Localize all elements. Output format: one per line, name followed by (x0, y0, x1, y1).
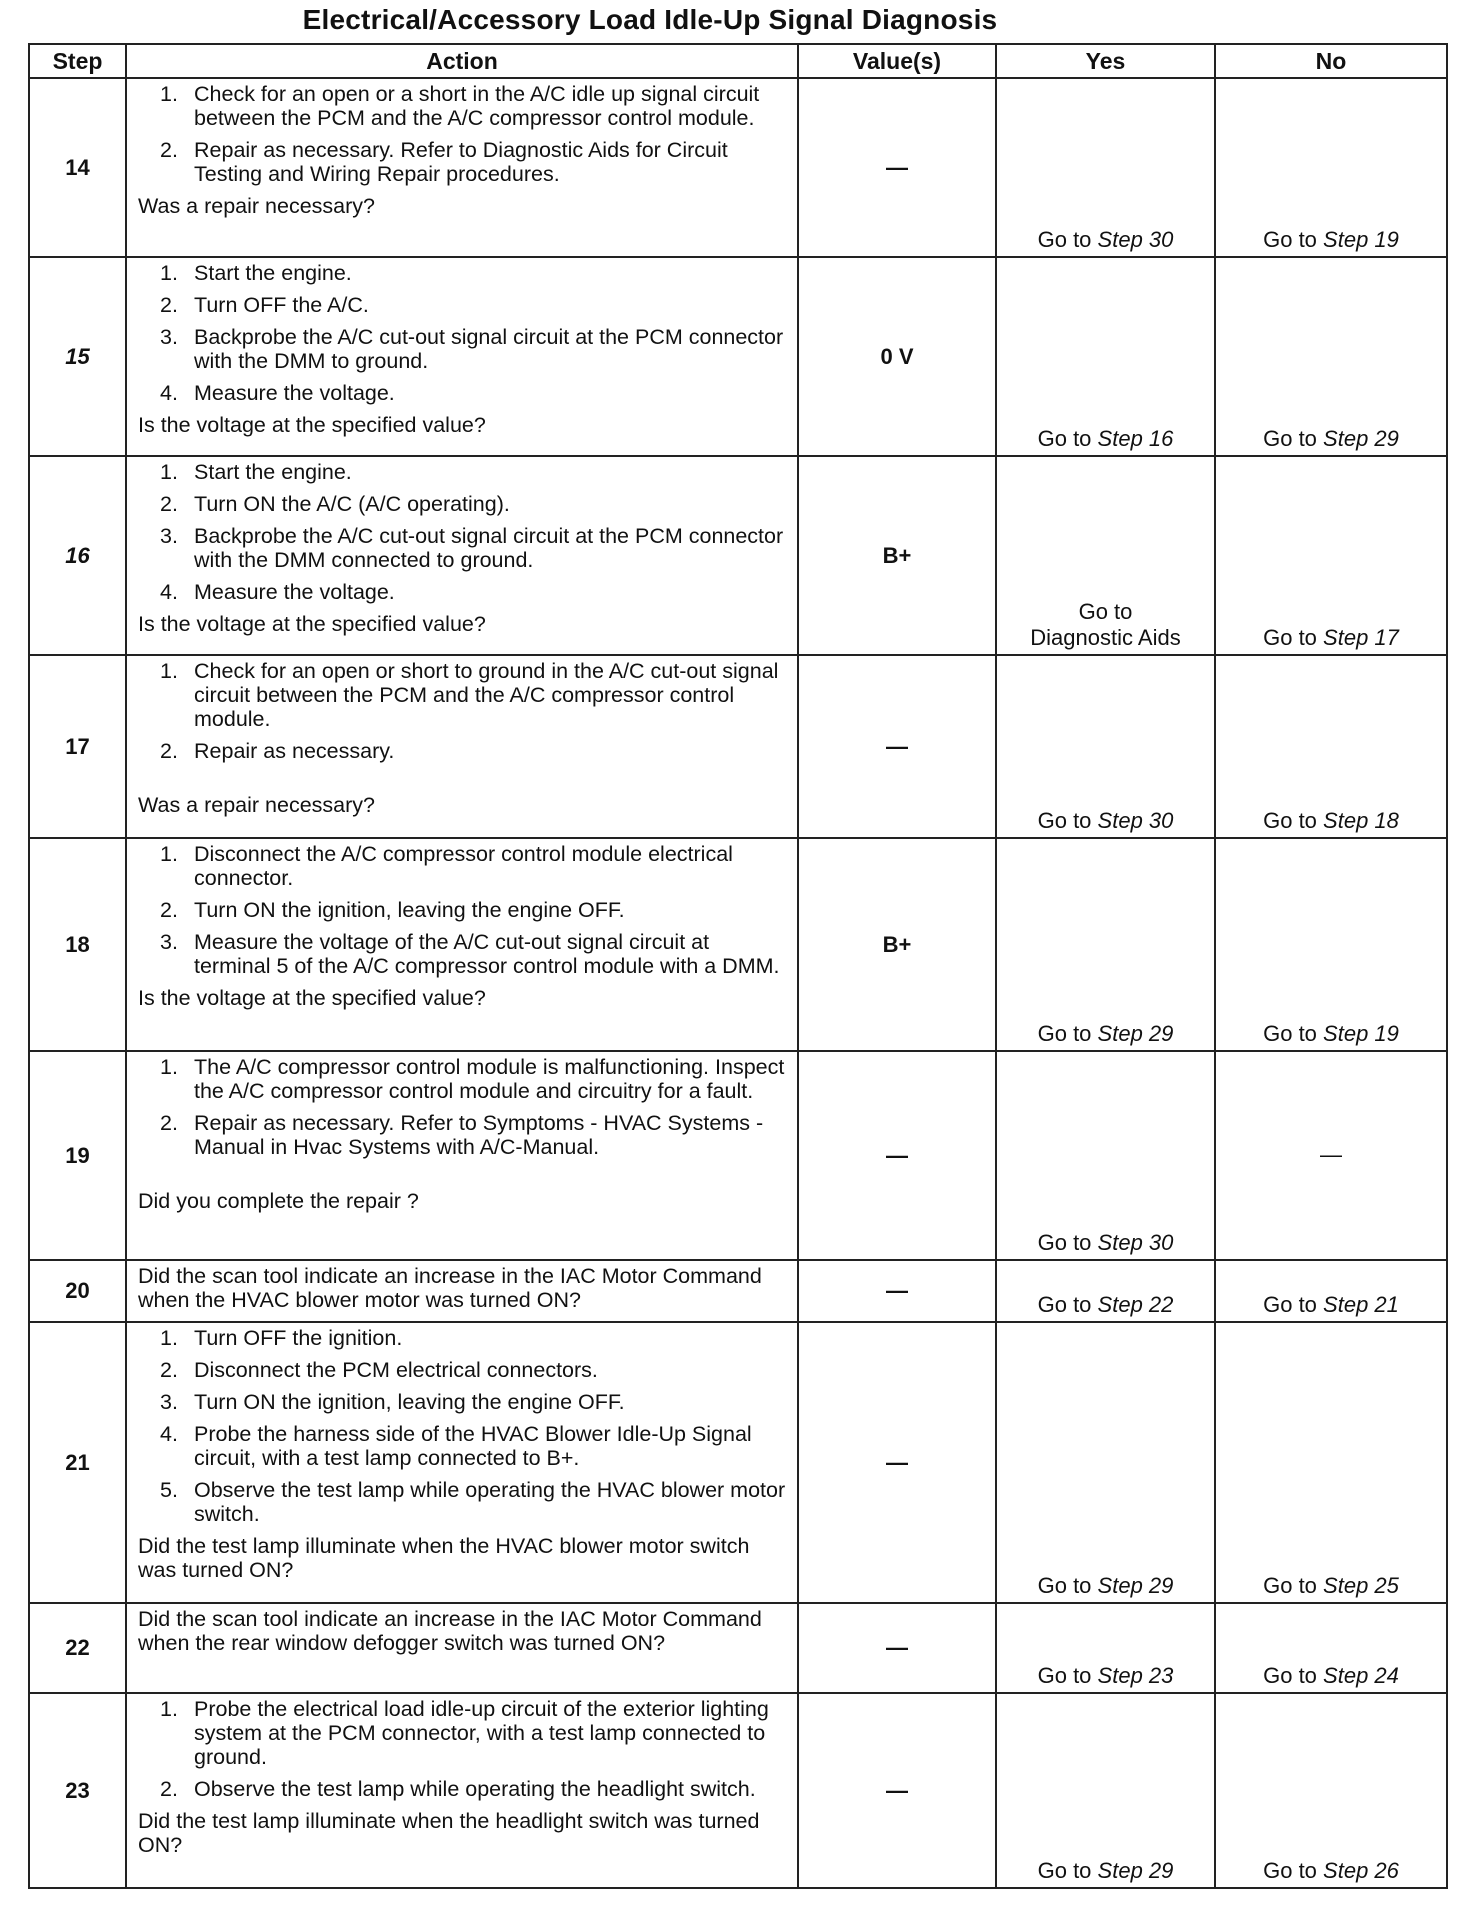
no-result-cell (1215, 456, 1447, 655)
action-steps-list (138, 82, 791, 186)
yes-goto-target: Step 29 (1097, 1021, 1174, 1046)
yes-result-cell (996, 655, 1215, 838)
no-goto-prefix: Go to (1263, 227, 1317, 252)
no-goto-target: Step 25 (1323, 1573, 1399, 1598)
value-cell: — (798, 655, 996, 838)
no-goto-target: Step 24 (1323, 1663, 1399, 1688)
yes-goto-prefix: Go to (1037, 1663, 1092, 1688)
action-step-item: 2. Repair as necessary. (160, 739, 395, 763)
step-number: 18 (29, 838, 126, 1051)
step-number: 17 (29, 655, 126, 838)
no-goto-target: Step 18 (1323, 808, 1399, 833)
header-values: Value(s) (798, 44, 996, 78)
step-number: 22 (29, 1603, 126, 1693)
action-question: Did the test lamp illuminate when the HVAC blower motor switch was turned ON? (138, 1534, 750, 1582)
action-step-text: Start the engine. (194, 261, 352, 285)
no-result-cell (1215, 1693, 1447, 1888)
action-step-text: Turn OFF the A/C. (194, 293, 369, 317)
action-step-text: The A/C compressor control module is malfunctioning. Inspect the A/C compressor control module and circuitry for a fault. (194, 1055, 785, 1103)
no-result-cell (1215, 838, 1447, 1051)
no-goto-prefix: Go to (1263, 625, 1317, 650)
action-cell (126, 257, 798, 456)
action-step-text: Repair as necessary. (194, 739, 395, 763)
action-steps-list (138, 460, 791, 604)
action-cell (126, 1322, 798, 1603)
yes-result-cell (996, 78, 1215, 257)
yes-goto-target: Step 30 (1097, 1230, 1174, 1255)
table-row (29, 456, 1447, 655)
yes-result-cell (996, 1322, 1215, 1603)
action-cell (126, 1051, 798, 1260)
table-header-row (29, 44, 1447, 78)
no-goto-target: Step 26 (1323, 1858, 1399, 1883)
table-row (29, 1051, 1447, 1260)
header-no: No (1215, 44, 1447, 78)
value-cell: B+ (798, 456, 996, 655)
step-number: 19 (29, 1051, 126, 1260)
action-step-item: 2. Repair as necessary. Refer to Diagnostic Aids for Circuit Testing and Wiring Repair procedures. (160, 138, 728, 186)
diagnosis-table (28, 43, 1448, 1889)
action-step-text: Repair as necessary. Refer to Diagnostic Aids for Circuit Testing and Wiring Repair procedures. (194, 138, 728, 186)
action-step-text: Observe the test lamp while operating the headlight switch. (194, 1777, 756, 1801)
action-steps-list (138, 842, 791, 978)
action-step-item: 2. Turn OFF the A/C. (160, 293, 369, 317)
no-goto-target: Step 19 (1323, 227, 1399, 252)
yes-goto-target: Step 22 (1097, 1292, 1174, 1317)
action-step-item: 2. Repair as necessary. Refer to Symptoms - HVAC Systems - Manual in Hvac Systems with A/C-Manual. (160, 1111, 764, 1159)
yes-goto-target: Step 29 (1097, 1858, 1174, 1883)
action-step-text: Turn ON the A/C (A/C operating). (194, 492, 510, 516)
yes-goto-prefix: Go to (1037, 1858, 1092, 1883)
yes-result-cell (996, 456, 1215, 655)
no-goto-prefix: Go to (1263, 1663, 1317, 1688)
no-result-cell (1215, 1260, 1447, 1322)
action-step-text: Measure the voltage. (194, 381, 395, 405)
table-row (29, 655, 1447, 838)
table-row (29, 838, 1447, 1051)
no-goto-prefix: Go to (1263, 1292, 1317, 1317)
no-goto-prefix: Go to (1263, 1858, 1317, 1883)
yes-result-cell (996, 257, 1215, 456)
value-cell: B+ (798, 838, 996, 1051)
no-goto-prefix: Go to (1263, 1573, 1317, 1598)
action-cell (126, 1693, 798, 1888)
action-cell (126, 1603, 798, 1693)
no-goto-target: Step 17 (1323, 625, 1399, 650)
action-cell (126, 1260, 798, 1322)
action-step-text: Measure the voltage of the A/C cut-out signal circuit at terminal 5 of the A/C compressor control module with a DMM. (194, 930, 780, 978)
action-step-item: 1. Check for an open or a short in the A/C idle up signal circuit between the PCM and the A/C compressor control module. (160, 82, 760, 130)
action-step-text: Probe the harness side of the HVAC Blower Idle-Up Signal circuit, with a test lamp connected to B+. (194, 1422, 752, 1470)
page-title: Electrical/Accessory Load Idle-Up Signal Diagnosis (302, 4, 998, 35)
yes-goto-prefix: Go to (1037, 1230, 1092, 1255)
yes-goto-prefix: Go to (1037, 808, 1092, 833)
value-cell: — (798, 1322, 996, 1603)
action-cell (126, 655, 798, 838)
action-step-text: Check for an open or short to ground in the A/C cut-out signal circuit between the PCM and the A/C compressor control module. (194, 659, 779, 731)
header-step: Step (29, 44, 126, 78)
action-step-item: 4. Measure the voltage. (160, 580, 395, 604)
action-question: Is the voltage at the specified value? (138, 612, 486, 636)
value-cell: — (798, 1693, 996, 1888)
action-step-item: 5. Observe the test lamp while operating the HVAC blower motor switch. (160, 1478, 786, 1526)
table-row (29, 1322, 1447, 1603)
step-number: 21 (29, 1322, 126, 1603)
action-step-item: 4. Probe the harness side of the HVAC Blower Idle-Up Signal circuit, with a test lamp connected to B+. (160, 1422, 752, 1470)
action-step-item: 1. Start the engine. (160, 261, 352, 285)
action-question: Did the test lamp illuminate when the headlight switch was turned ON? (138, 1809, 760, 1857)
yes-goto-prefix: Go to (1037, 1021, 1092, 1046)
step-number: 16 (29, 456, 126, 655)
action-step-item: 1. Turn OFF the ignition. (160, 1326, 403, 1350)
value-cell: 0 V (798, 257, 996, 456)
no-result-cell (1215, 257, 1447, 456)
action-step-item: 3. Backprobe the A/C cut-out signal circuit at the PCM connector with the DMM to ground. (160, 325, 784, 373)
action-steps-list (138, 1055, 791, 1159)
action-cell (126, 78, 798, 257)
action-question: Was a repair necessary? (138, 194, 375, 218)
step-number: 14 (29, 78, 126, 257)
action-step-text: Disconnect the A/C compressor control module electrical connector. (194, 842, 733, 890)
value-cell: — (798, 1603, 996, 1693)
no-result-cell (1215, 1051, 1447, 1260)
action-question: Did the scan tool indicate an increase in the IAC Motor Command when the HVAC blower motor was turned ON? (138, 1264, 762, 1312)
action-question: Is the voltage at the specified value? (138, 413, 486, 437)
value-cell: — (798, 1260, 996, 1322)
no-goto-target: Step 29 (1323, 426, 1399, 451)
no-goto-prefix: Go to (1263, 426, 1317, 451)
action-step-item: 2. Observe the test lamp while operating the headlight switch. (160, 1777, 756, 1801)
yes-result-cell (996, 1603, 1215, 1693)
no-goto-target: Step 19 (1323, 1021, 1399, 1046)
action-steps-list (138, 1326, 791, 1526)
yes-goto-target: Step 30 (1097, 227, 1174, 252)
action-step-text: Measure the voltage. (194, 580, 395, 604)
table-row (29, 1603, 1447, 1693)
action-step-text: Turn ON the ignition, leaving the engine OFF. (194, 1390, 625, 1414)
action-step-text: Backprobe the A/C cut-out signal circuit at the PCM connector with the DMM connected to ground. (194, 524, 784, 572)
table-row (29, 257, 1447, 456)
yes-goto-target: Diagnostic Aids (1030, 625, 1181, 650)
action-step-item: 3. Backprobe the A/C cut-out signal circuit at the PCM connector with the DMM connected to ground. (160, 524, 784, 572)
action-step-item: 1. Probe the electrical load idle-up circuit of the exterior lighting system at the PCM connector, with a test lamp connected to ground. (160, 1697, 769, 1769)
action-step-item: 1. Check for an open or short to ground in the A/C cut-out signal circuit between the PCM and the A/C compressor control module. (160, 659, 779, 731)
step-number: 23 (29, 1693, 126, 1888)
action-step-item: 3. Turn ON the ignition, leaving the engine OFF. (160, 1390, 625, 1414)
yes-goto-prefix: Go to (1037, 1573, 1092, 1598)
action-step-item: 2. Disconnect the PCM electrical connectors. (160, 1358, 598, 1382)
no-goto-prefix: Go to (1263, 808, 1317, 833)
action-step-text: Observe the test lamp while operating the HVAC blower motor switch. (194, 1478, 786, 1526)
step-number: 15 (29, 257, 126, 456)
action-step-item: 3. Measure the voltage of the A/C cut-out signal circuit at terminal 5 of the A/C compressor control module with a DMM. (160, 930, 780, 978)
yes-goto-prefix: Go to (1078, 599, 1133, 624)
yes-goto-target: Step 23 (1097, 1663, 1174, 1688)
table-row (29, 1693, 1447, 1888)
header-action: Action (126, 44, 798, 78)
action-step-text: Repair as necessary. Refer to Symptoms - HVAC Systems - Manual in Hvac Systems with A/C-Manual. (194, 1111, 764, 1159)
yes-goto-target: Step 29 (1097, 1573, 1174, 1598)
no-result-cell (1215, 655, 1447, 838)
yes-goto-target: Step 16 (1097, 426, 1174, 451)
action-steps-list (138, 261, 791, 405)
table-row (29, 78, 1447, 257)
yes-result-cell (996, 1051, 1215, 1260)
no-goto-target: Step 21 (1323, 1292, 1399, 1317)
action-cell (126, 456, 798, 655)
yes-goto-prefix: Go to (1037, 227, 1092, 252)
no-result-cell (1215, 78, 1447, 257)
action-step-item: 1. The A/C compressor control module is malfunctioning. Inspect the A/C compressor control module and circuitry for a fault. (160, 1055, 785, 1103)
action-steps-list (138, 1697, 791, 1801)
action-step-text: Disconnect the PCM electrical connectors. (194, 1358, 598, 1382)
header-yes: Yes (996, 44, 1215, 78)
action-step-text: Turn OFF the ignition. (194, 1326, 403, 1350)
table-row (29, 1260, 1447, 1322)
action-step-text: Check for an open or a short in the A/C idle up signal circuit between the PCM and the A/C compressor control module. (194, 82, 760, 130)
action-step-item: 1. Start the engine. (160, 460, 352, 484)
yes-result-cell (996, 1260, 1215, 1322)
yes-result-cell (996, 838, 1215, 1051)
action-question: Did you complete the repair ? (138, 1189, 419, 1213)
action-cell (126, 838, 798, 1051)
yes-goto-prefix: Go to (1037, 1292, 1092, 1317)
action-step-item: 4. Measure the voltage. (160, 381, 395, 405)
action-step-item: 2. Turn ON the ignition, leaving the engine OFF. (160, 898, 625, 922)
yes-result-cell (996, 1693, 1215, 1888)
action-step-text: Backprobe the A/C cut-out signal circuit at the PCM connector with the DMM to ground. (194, 325, 784, 373)
no-goto-prefix: Go to (1263, 1021, 1317, 1046)
yes-goto-target: Step 30 (1097, 808, 1174, 833)
action-step-text: Probe the electrical load idle-up circuit of the exterior lighting system at the PCM connector, with a test lamp connected to ground. (194, 1697, 769, 1769)
action-step-item: 2. Turn ON the A/C (A/C operating). (160, 492, 510, 516)
step-number: 20 (29, 1260, 126, 1322)
value-cell: — (798, 78, 996, 257)
action-question: Did the scan tool indicate an increase in the IAC Motor Command when the rear window defogger switch was turned ON? (138, 1607, 762, 1655)
action-step-text: Start the engine. (194, 460, 352, 484)
action-step-text: Turn ON the ignition, leaving the engine OFF. (194, 898, 625, 922)
action-step-item: 1. Disconnect the A/C compressor control module electrical connector. (160, 842, 733, 890)
no-result-cell (1215, 1603, 1447, 1693)
action-question: Was a repair necessary? (138, 793, 375, 817)
no-result-cell (1215, 1322, 1447, 1603)
value-cell: — (798, 1051, 996, 1260)
action-steps-list (138, 659, 791, 763)
action-question: Is the voltage at the specified value? (138, 986, 486, 1010)
no-goto-target: — (1320, 1141, 1342, 1167)
yes-goto-prefix: Go to (1037, 426, 1092, 451)
